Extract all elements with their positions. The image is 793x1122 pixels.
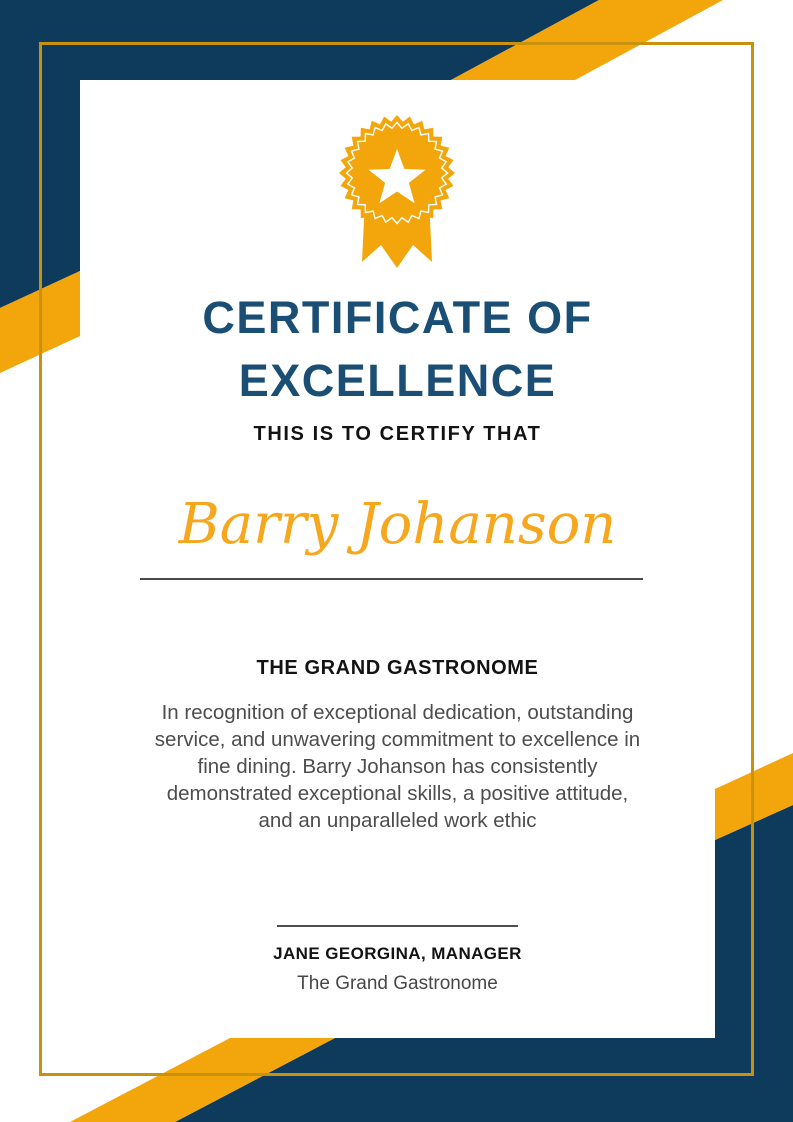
paragraph-line: In recognition of exceptional dedication, outstanding [161, 701, 634, 724]
award-badge-icon [317, 104, 477, 276]
recognition-paragraph [80, 699, 715, 834]
paragraph-line: and an unparalleled work ethic [258, 809, 537, 832]
paragraph-line: demonstrated exceptional skills, a positive attitude, [166, 782, 629, 805]
certificate-panel [80, 80, 715, 1038]
certificate-title-line1: CERTIFICATE OF [202, 292, 593, 343]
recipient-name: Barry Johanson [178, 492, 617, 557]
organization-heading: THE GRAND GASTRONOME [256, 657, 539, 679]
signature-line [277, 925, 518, 927]
paragraph-line: fine dining. Barry Johanson has consistently [197, 755, 598, 778]
certify-subtitle: THIS IS TO CERTIFY THAT [253, 423, 542, 445]
signatory-organization: The Grand Gastronome [297, 973, 498, 994]
name-underline [140, 578, 643, 580]
certificate-title [80, 286, 715, 412]
signatory-name-title: JANE GEORGINA, MANAGER [273, 944, 522, 963]
paragraph-line: service, and unwavering commitment to excellence in [154, 728, 641, 751]
certificate-title-line2: EXCELLENCE [238, 355, 557, 406]
